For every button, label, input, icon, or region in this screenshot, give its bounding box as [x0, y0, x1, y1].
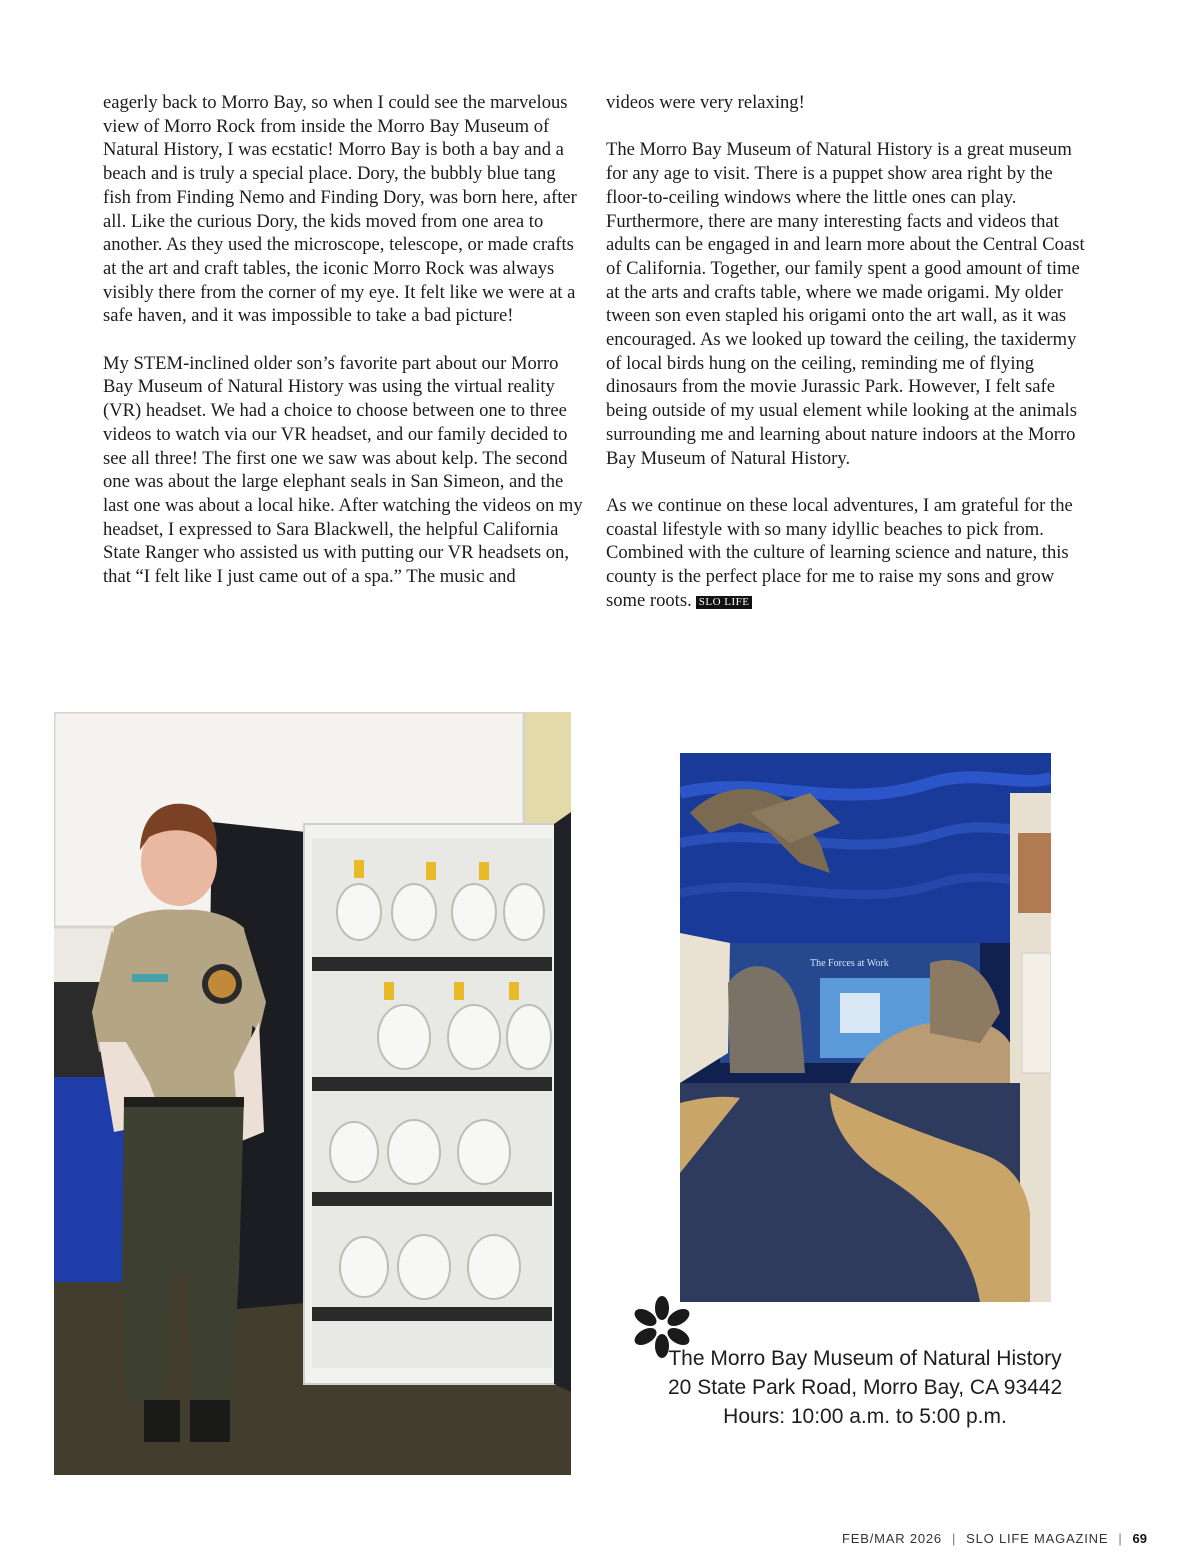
article-paragraph: My STEM-inclined older son’s favorite part about our Morro Bay Museum of Natural History was using the virtual reality (VR) headset. We had a choice to choose between one to three videos to watch via our VR headset, and our family decided to see all three! The first one we saw was about kelp. The second one was about the large elephant seals in San Simeon, and the last one was about a local hike. After watching the videos on my headset, I expressed to Sara Blackwell, the helpful California State Ranger who assisted us with putting our VR headsets on, that “I felt like I just came out of a spa.” The music and	[103, 352, 583, 588]
article-paragraph: eagerly back to Morro Bay, so when I could see the marvelous view of Morro Rock from inside the Morro Bay Museum of Natural History, I was ecstatic! Morro Bay is both a bay and a beach and is truly a special place. Dory, the bubbly blue tang fish from Finding Nemo and Finding Dory, was born here, after all. Like the curious Dory, the kids moved from one area to another. As they used the microscope, telescope, or made crafts at the art and craft tables, the iconic Morro Rock was always visibly there from the corner of my eye. It felt like we were at a safe haven, and it was impossible to take a bad picture!	[103, 92, 577, 327]
article-paragraph: videos were very relaxing!	[606, 92, 805, 113]
footer-separator: |	[1118, 1531, 1123, 1546]
article-left-column	[103, 91, 587, 612]
article-paragraph	[606, 494, 1090, 613]
ranger-vr-headset-cabinet-photo	[54, 712, 571, 1475]
article-paragraph: The Morro Bay Museum of Natural History is a great museum for any age to visit. There is a puppet show area right by the floor-to-ceiling windows where the little ones can play. Furthermore, there are many interesting facts and videos that adults can be engaged in and learn more about the Central Coast of California. Together, our family spent a good amount of time at the arts and crafts table, where we made origami. My older tween son even stapled his origami onto the art wall, as it was encouraged. As we looked up toward the ceiling, the taxidermy of local birds hung on the ceiling, reminding me of flying dinosaurs from the movie Jurassic Park. However, I felt safe being outside of my usual element while looking at the animals surrounding me and learning about nature indoors at the Morro Bay Museum of Natural History.	[606, 139, 1085, 469]
article-paragraph-text: As we continue on these local adventures, I am grateful for the coastal lifestyle with so many idyllic beaches to pick from. Combined with the culture of learning science and nature, this county is the perfect place for me to raise my sons and grow some roots.	[606, 494, 1073, 611]
exhibit-sign-text: The Forces at Work	[810, 958, 889, 969]
page-footer	[842, 1531, 1147, 1546]
caption-museum-name: The Morro Bay Museum of Natural History	[668, 1347, 1062, 1370]
footer-issue: FEB/MAR 2026	[842, 1531, 942, 1546]
article-right-column	[606, 91, 1090, 636]
caption-hours: Hours: 10:00 a.m. to 5:00 p.m.	[723, 1405, 1007, 1428]
footer-separator: |	[951, 1531, 957, 1546]
museum-interior-exhibit-photo	[680, 753, 1051, 1302]
page-number: 69	[1132, 1531, 1147, 1546]
footer-magazine: SLO LIFE MAGAZINE	[966, 1531, 1109, 1546]
slo-life-end-badge: SLO LIFE	[696, 596, 753, 609]
caption-address: 20 State Park Road, Morro Bay, CA 93442	[668, 1376, 1063, 1399]
museum-caption	[668, 1344, 1062, 1431]
